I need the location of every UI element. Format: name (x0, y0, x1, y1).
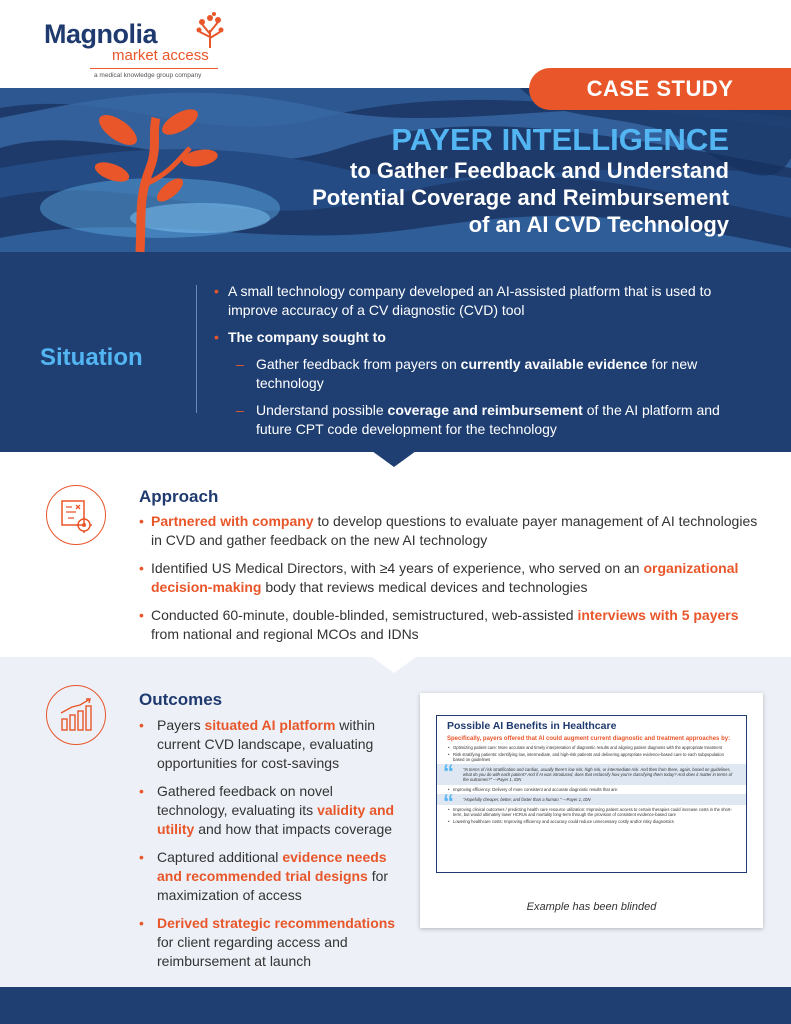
quote-icon: “ (443, 760, 454, 785)
example-lead: Specifically, payers offered that AI could augment current diagnostic and treatment approaches by: (447, 736, 731, 742)
approach-section (0, 467, 791, 657)
text: within current CVD landscape, evaluating opportunities for cost-savings (157, 717, 376, 771)
example-item: • Improving efficiency: Delivery of more consistent and accurate diagnostic results that are: (447, 787, 736, 792)
text: from national and regional MCOs and IDNs (151, 626, 419, 642)
situation-subbullet (236, 355, 754, 393)
text: Gathered feedback on novel technology, evaluating its (157, 783, 333, 818)
logo-sub: market access (112, 47, 209, 64)
highlight: organizational decision-making (151, 560, 739, 595)
situation-bullet-bold: The company sought to (228, 329, 386, 345)
text: Conducted 60-minute, double-blinded, semistructured, web-assisted (151, 607, 578, 623)
approach-plan-icon (46, 485, 106, 545)
outcomes-heading: Outcomes (139, 690, 223, 709)
approach-heading: Approach (139, 487, 219, 506)
situation-body (214, 282, 754, 447)
text: Gather feedback from payers on (256, 356, 461, 372)
text: for client regarding access and reimbursement at launch (157, 934, 348, 969)
example-item: • Lowering healthcare costs: Improving efficiency and accuracy could reduce unnecessary costly and/or risky diagnostics (447, 819, 736, 824)
example-title: Possible AI Benefits in Healthcare (447, 720, 617, 732)
text: and how that impacts coverage (194, 821, 393, 837)
magnolia-tree-icon (194, 12, 226, 48)
hero-banner (0, 88, 791, 252)
quote-text: "In terms of risk stratification and cardiac, usually there's low risk, high risk, or intermediate risk. And then from there, again, based on guidelines, what do you do with each patient? And if AI was introduced, does that reclassify how you're classifying them today? And does it matter in terms of the outcomes?" —Payer 1, IDN (463, 767, 733, 782)
outcome-bullet (139, 716, 407, 773)
situation-notch (372, 451, 416, 467)
text: to develop questions to evaluate payer management of AI technologies in CVD and gather feedback on the new AI technology (151, 513, 758, 548)
approach-list (139, 512, 759, 653)
situation-divider (196, 285, 197, 413)
approach-bullet (139, 512, 759, 550)
hero-title: PAYER INTELLIGENCE (391, 122, 729, 157)
magnolia-logo[interactable] (44, 19, 209, 79)
text: Identified US Medical Directors, with ≥4 years of experience, who served on an (151, 560, 644, 576)
situation-bullet: • A small technology company developed an AI-assisted platform that is used to improve accuracy of a CV diagnostic (CVD) tool (214, 282, 754, 320)
hero-subtitle-line: to Gather Feedback and Understand (350, 158, 729, 183)
example-item: • Optimizing patient care: More accurate and timely interpretation of diagnostic results and aligning patient diagnosis with the appropriate treatment (447, 745, 736, 750)
highlight: Partnered with company (151, 513, 314, 529)
logo-divider (90, 68, 218, 69)
text: Payers (157, 717, 205, 733)
hero-subtitle-line: of an AI CVD Technology (468, 212, 729, 237)
highlight: Derived strategic recommendations (157, 915, 396, 931)
bold-text: coverage and reimbursement (387, 402, 583, 418)
outcome-bullet (139, 782, 407, 839)
highlight: validity and utility (157, 802, 395, 837)
highlight: situated AI platform (204, 717, 336, 733)
outcomes-list (139, 716, 407, 980)
bar-chart-icon (46, 685, 106, 745)
text: Understand possible (256, 402, 388, 418)
hero-subtitle-line: Potential Coverage and Reimbursement (312, 185, 729, 210)
outcome-bullet (139, 914, 407, 971)
example-item: • Risk stratifying patients: Identifying low, intermediate, and high-risk patients and delivering appropriate evidence-based care to each subpopulation based on guidelines (447, 752, 736, 762)
highlight: evidence needs and recommended trial designs (157, 849, 387, 884)
example-item: • Improving clinical outcomes / predicting health care resource utilization: Improving patient access to certain therapies could increase costs in the short-term, but would ultimately lower HCRUs and mortality long-term through the provision of consistent evidence-based care (447, 807, 736, 817)
footer-bar (0, 987, 791, 1024)
situation-bullet (214, 328, 754, 347)
example-caption: Example has been blinded (526, 901, 657, 913)
example-slide (436, 715, 747, 873)
outcome-bullet (139, 848, 407, 905)
hero-title-block (312, 123, 729, 238)
approach-notch (372, 657, 416, 673)
example-slide-card (420, 693, 763, 928)
text: for maximization of access (157, 868, 389, 903)
logo-tagline: a medical knowledge group company (94, 72, 202, 79)
quote-text: "Hopefully cheaper, better, and faster than a human." —Payer 1, IDN (463, 797, 591, 802)
situation-heading: Situation (40, 344, 143, 371)
bold-text: currently available evidence (460, 356, 648, 372)
text: body that reviews medical devices and technologies (261, 579, 588, 595)
situation-section (0, 252, 791, 452)
approach-bullet (139, 559, 759, 597)
text: Captured additional (157, 849, 283, 865)
example-quote (437, 760, 746, 785)
case-study-badge: CASE STUDY (529, 68, 791, 110)
text: for new technology (256, 356, 698, 391)
approach-bullet (139, 606, 759, 644)
logo-name: Magnolia (44, 19, 158, 49)
quote-icon: “ (443, 790, 454, 815)
highlight: interviews with 5 payers (577, 607, 739, 623)
text: of the AI platform and future CPT code development for the technology (256, 402, 720, 437)
situation-subbullet (236, 401, 754, 439)
